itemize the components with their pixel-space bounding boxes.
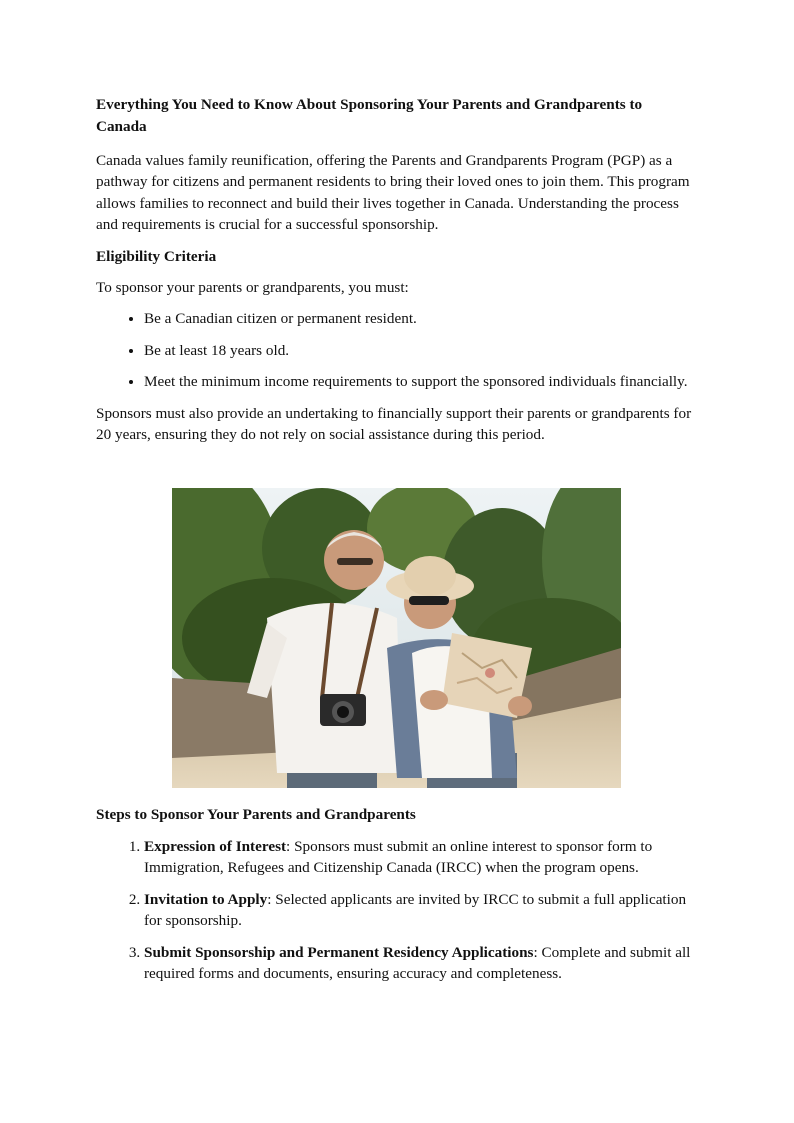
list-item [144,942,696,985]
list-item: • Meet the minimum income requirements to support the sponsored individuals financially. [144,371,696,392]
couple-photo-illustration [172,488,621,788]
eligibility-lead: To sponsor your parents or grandparents, you must: [96,279,409,297]
steps-heading: Steps to Sponsor Your Parents and Grandparents [96,806,416,824]
couple-photo [172,488,621,788]
step-text: : Sponsors must submit an online interest to sponsor form to Immigration, Refugees and Citizenship Canada (IRCC) when the program opens. [144,837,653,877]
step-term: Invitation to Apply [144,890,268,908]
list-item [144,836,696,879]
steps-list [96,836,696,984]
list-item: • Be at least 18 years old. [144,340,696,361]
intro-paragraph: Canada values family reunification, offering the Parents and Grandparents Program (PGP) as a pathway for citizens and permanent residents to bring their loved ones to join them. This program allows families to reconnect and build their lives together in Canada. Understanding the process and requirements is crucial for a successful sponsorship. [96,152,690,234]
step-term: Submit Sponsorship and Permanent Residency Applications [144,943,534,961]
eligibility-heading: Eligibility Criteria [96,247,217,265]
list-item: • Be a Canadian citizen or permanent resident. [144,308,696,329]
document-page [96,94,696,994]
eligibility-note: Sponsors must also provide an undertaking to financially support their parents or grandparents for 20 years, ensuring they do not rely on social assistance during this period. [96,404,692,444]
step-term: Expression of Interest [144,837,287,855]
step-text: : Selected applicants are invited by IRCC to submit a full application for sponsorship. [144,890,687,930]
list-item [144,889,696,932]
step-text: : Complete and submit all required forms and documents, ensuring accuracy and completeness. [144,943,691,982]
eligibility-list [96,308,696,392]
article-title: Everything You Need to Know About Sponsoring Your Parents and Grandparents to Canada [96,96,643,135]
